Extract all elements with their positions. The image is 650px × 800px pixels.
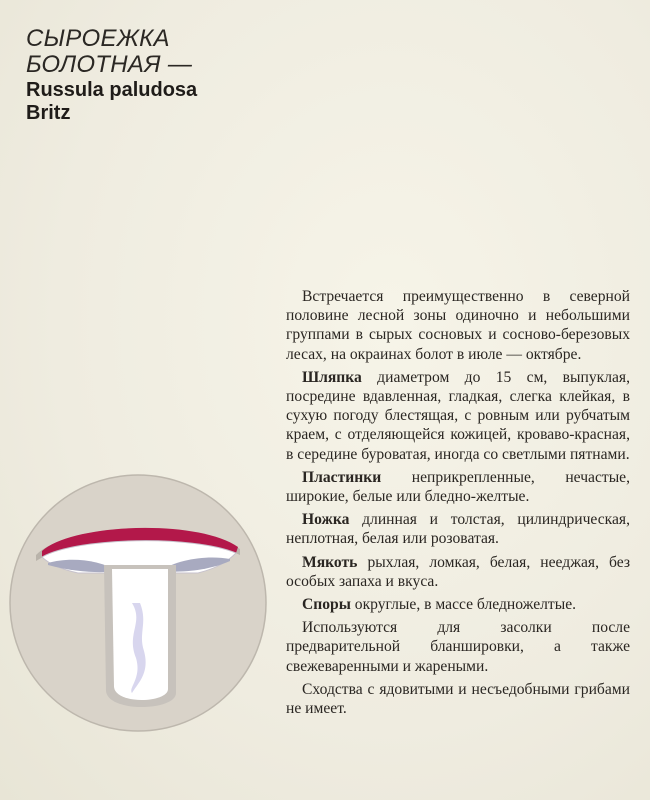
title-latin-line2: Britz [26,102,71,124]
paragraph-cap [286,368,630,464]
paragraph-gills [286,468,630,506]
title-russian-line2: БОЛОТНАЯ — [26,51,193,78]
flesh-text: рыхлая, ломкая, белая, нееджая, без особых запаха и вкуса. [286,553,630,590]
habitat-text: Встречается преимущественно в северной половине лесной зоны одиночно и небольшими группами в сырых сосновых и сосново-березовых лесах, на окраинах болот в июле — октябре. [286,288,630,363]
similarity-text: Сходства с ядовитыми и несъедобными грибами не имеет. [286,680,630,718]
paragraph-usage [286,618,630,676]
paragraph-stem [286,510,630,548]
title-latin-line1: Russula paludosa [26,79,198,101]
spores-text: округлые, в массе бледножелтые. [350,596,577,614]
term-stem: Ножка [302,511,350,529]
title-russian-line1: СЫРОЕЖКА [26,25,170,52]
term-gills: Пластинки [302,468,382,486]
gills-text: неприкрепленные, нечастые, широкие, белые или бледно-желтые. [286,468,630,506]
term-cap: Шляпка [302,368,362,386]
paragraph-flesh [286,553,630,591]
title-block [26,26,197,124]
usage-text: Используются для засолки после предварительной бланшировки, а также свежеваренными и жареными. [286,619,630,675]
paragraph-spores [286,595,630,614]
stem-text: длинная и толстая, цилиндрическая, неплотная, белая или розоватая. [286,511,630,548]
description-text [286,287,630,722]
term-spores: Споры [302,596,351,614]
paragraph-habitat [286,287,630,364]
cap-text: диаметром до 15 см, выпуклая, посредине вдавленная, гладкая, слегка клейкая, в сухую погоду блестящая, с ровным или рубчатым краем, с отделяющейся кожицей, кроваво-красная, в середине буроватая, иногда со светлыми пятнами. [286,368,630,463]
paragraph-similarity [286,680,630,718]
term-flesh: Мякоть [302,553,358,571]
mushroom-cross-section-illustration [8,473,273,738]
